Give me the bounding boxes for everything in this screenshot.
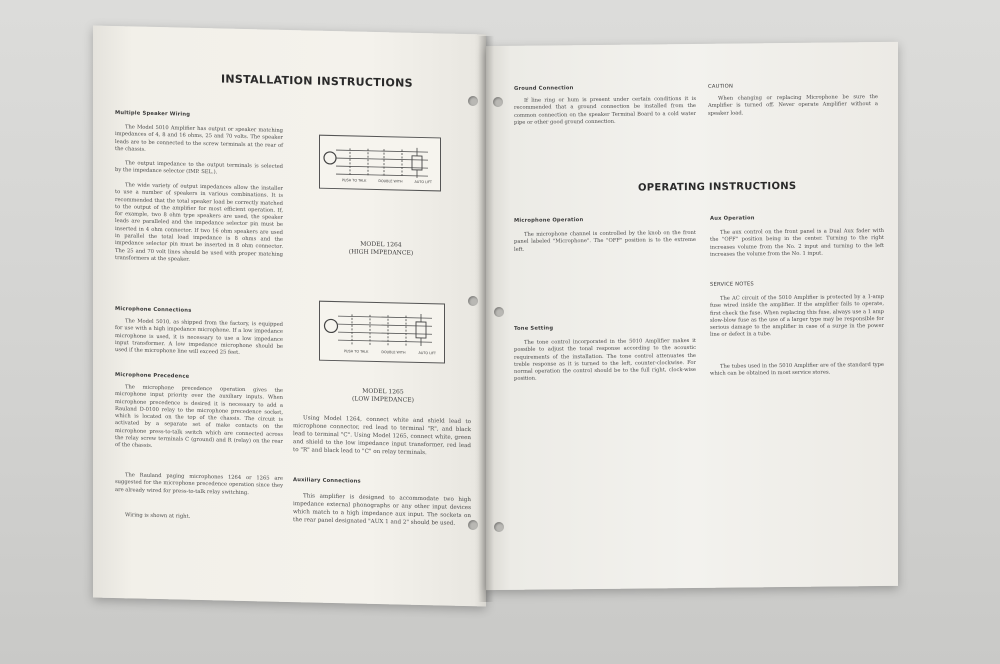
multiple-speaker-wiring-p2: The output impedance to the output terminals is selected by the impedance selector (IMP. SEL.). — [115, 160, 283, 176]
microphone-precedence-p1: The microphone precedence operation gives the microphone input priority over the auxiliary inputs. When microphone precedence is desired it is necessary to add a Rauland D-0100 relay to the microphone precedence socket, which is located on the top of the chassis. The circuit is activated by a separate set of make contacts on the microphone press-to-talk switch which are connected across the relay screw terminals C (ground) and R (relay) on the rear of the chassis. — [115, 384, 283, 450]
microphone-operation-p1: The microphone channel is controlled by the knob on the front panel labeled "Microphone". The "OFF" position is to the extreme left. — [514, 229, 696, 253]
diagram-label-push-to-talk-2: PUSH TO TALK — [344, 349, 369, 354]
installation-instructions-title: INSTALLATION INSTRUCTIONS — [221, 72, 413, 90]
punch-hole-right-middle — [494, 307, 504, 317]
multiple-speaker-wiring-p1: The Model 5010 Amplifier has output or speaker matching impedances of 4, 8 and 16 ohms, 25 and 70 volts. The speaker leads are to be connected to the screw terminals at the rear of the chassis. — [115, 124, 283, 153]
right-page — [486, 42, 898, 590]
wiring-diagram-1264 — [319, 135, 441, 192]
caution-heading: CAUTION — [708, 83, 734, 90]
punch-hole-right-bottom — [494, 522, 504, 532]
operating-instructions-title: OPERATING INSTRUCTIONS — [638, 180, 797, 194]
model-1265-impedance: (LOW IMPEDANCE) — [352, 395, 414, 404]
model-1264-label: MODEL 1264 — [360, 240, 402, 249]
aux-operation-heading: Aux Operation — [710, 215, 755, 222]
caution-p1: When changing or replacing Microphone be sure the Amplifier is turned off. Never operate Amplifier without a speaker load. — [708, 94, 878, 117]
diagram-label-double-with-2: DOUBLE WITH — [381, 350, 406, 355]
left-page — [93, 26, 486, 607]
auxiliary-connections-p1: This amplifier is designed to accommodate two high impedance external phonographs or any other input devices which match to a high impedance aux input. The sockets on the rear panel designated "AUX 1 and 2" should be used. — [293, 493, 471, 527]
model-1265-label: MODEL 1265 — [362, 387, 404, 396]
diagram-label-auto-lift: AUTO LIFT — [414, 179, 432, 185]
model-1265-caption — [319, 387, 447, 406]
punch-hole-left-bottom — [468, 520, 478, 530]
microphone-precedence-p3: Wiring is shown at right. — [125, 512, 191, 520]
auxiliary-connections-heading: Auxiliary Connections — [293, 477, 361, 485]
multiple-speaker-wiring-heading: Multiple Speaker Wiring — [115, 110, 191, 118]
model-1264-caption — [319, 240, 443, 259]
microphone-connections-p1: The Model 5010, as shipped from the factory, is equipped for use with a high impedance microphone. If a low impedance microphone is used, it is necessary to use a low impedance input transformer. A low impedance microphone should be used if the microphone line will exceed 25 feet. — [115, 318, 283, 357]
punch-hole-right-top — [493, 97, 503, 107]
service-notes-p2: The tubes used in the 5010 Amplifier are of the standard type which can be obtained in most service stores. — [710, 361, 884, 378]
multiple-speaker-wiring-p3: The wide variety of output impedances allow the installer to use a number of speakers in various combinations. It is recommended that the total speaker load be correctly matched to the output of the amplifier for most efficient operation. If, for example, two 8 ohm type speakers are used, the speaker leads are paralleled and the impedance selector pin must be inserted in 4 ohm connector. If two 16 ohm speakers are used in parallel the total load impedance is 8 ohms and the impedance selector pin must be inserted in 8 ohm connector. The 25 and 70 volt lines should be used with proper matching transformers at the speaker. — [115, 182, 283, 263]
tone-setting-heading: Tone Setting — [514, 325, 554, 332]
punch-hole-left-top — [468, 96, 478, 106]
service-notes-heading: SERVICE NOTES — [710, 281, 754, 288]
diagram-label-push-to-talk: PUSH TO TALK — [342, 178, 367, 183]
using-models-paragraph: Using Model 1264, connect white and shield lead to microphone connector, red lead to terminal "R", and black lead to terminal "C". Using Model 1265, connect white, green and shield to the low impedance input transformer, red lead to "R" and black lead to "C" on relay terminals. — [293, 415, 471, 457]
aux-operation-p1: The aux control on the front panel is a Dual Aux fader with the "OFF" position being in the center. Turning to the right increases volume from the No. 2 input and turning to the left increases the volume from the No. 1 input. — [710, 227, 884, 258]
microphone-precedence-heading: Microphone Precedence — [115, 372, 190, 380]
diagram-label-double-with: DOUBLE WITH — [378, 179, 403, 184]
microphone-connections-heading: Microphone Connections — [115, 306, 192, 314]
punch-hole-left-middle — [468, 296, 478, 306]
spine-gutter — [478, 36, 494, 602]
diagram-label-auto-lift-2: AUTO LIFT — [418, 350, 436, 356]
model-1264-impedance: (HIGH IMPEDANCE) — [348, 248, 414, 257]
ground-connection-p1: If line ring or hum is present under certain conditions it is recommended that a ground connection be installed from the common connection on the speaker Terminal Board to a cold water pipe or other good ground connection. — [514, 95, 696, 126]
tone-setting-p1: The tone control incorporated in the 5010 Amplifier makes it possible to adjust the tonal response according to the acoustic requirements of the installation. The tone control attenuates the treble response as it is turned to the left, counter-clockwise. For normal operation the control should be to the full right, clock-wise position. — [514, 337, 696, 383]
wiring-diagram-1265 — [319, 301, 445, 364]
microphone-precedence-p2: The Rauland paging microphones 1264 or 1265 are suggested for the microphone precedence operation since they are already wired for press-to-talk relay switching. — [115, 472, 283, 496]
ground-connection-heading: Ground Connection — [514, 85, 574, 92]
microphone-operation-heading: Microphone Operation — [514, 217, 584, 224]
service-notes-p1: The AC circuit of the 5010 Amplifier is protected by a 1-amp fuse wired inside the amplifier. If the amplifier fails to operate, first check the fuse. When replacing this fuse, always use a 1 amp slow-blow fuse as the use of a larger type may be responsible for serious damage to the amplifier in case of a surge in the power line or defect in a tube. — [710, 293, 884, 339]
